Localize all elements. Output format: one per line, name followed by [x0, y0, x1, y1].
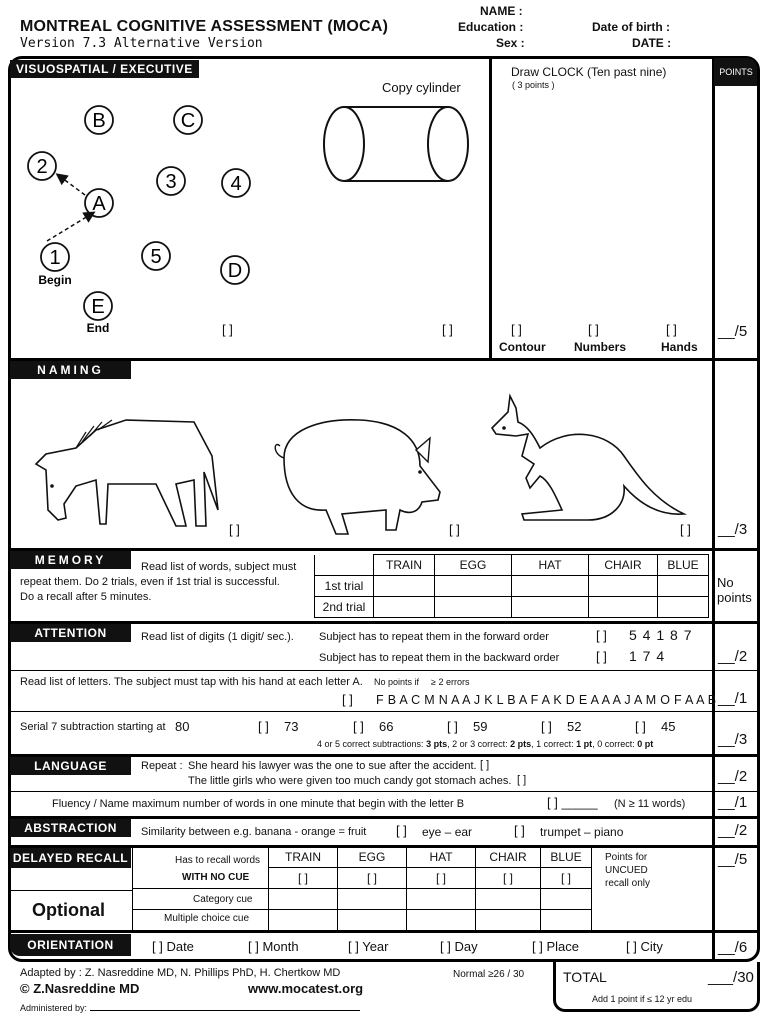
memory-cell[interactable] [658, 576, 709, 597]
backward-box[interactable]: [ ] [596, 649, 607, 664]
recall-category-cell[interactable] [541, 889, 592, 910]
recall-score[interactable]: __/5 [718, 851, 748, 868]
recall-points-note [605, 851, 650, 890]
orientation-item-label: Date [166, 939, 194, 954]
copyright: © Z.Nasreddine MD [20, 981, 140, 996]
recall-no-cue-box[interactable]: [ ] [476, 868, 541, 889]
optional-label: Optional [32, 900, 105, 920]
trail-node-c [174, 106, 202, 134]
trail-node-1 [41, 243, 69, 271]
memory-cell[interactable] [658, 597, 709, 618]
kangaroo-drawing [488, 392, 698, 532]
section-tag-memory: MEMORY [10, 551, 131, 569]
recall-category-cell[interactable] [407, 889, 476, 910]
copy-cylinder-label: Copy cylinder [382, 80, 461, 95]
recall-category-cell[interactable] [338, 889, 407, 910]
abstraction-score[interactable]: __/2 [718, 822, 748, 839]
trail-begin-label: Begin [38, 273, 72, 287]
serial-value: 66 [379, 719, 394, 734]
education-label: Education : [458, 20, 524, 34]
fluency-instruction: Fluency / Name maximum number of words in one minute that begin with the letter B [52, 798, 465, 810]
orientation-item-label: Year [362, 939, 389, 954]
orientation-score[interactable]: __/6 [718, 939, 748, 956]
section-tag-language: LANGUAGE [10, 757, 131, 775]
fluency-score[interactable]: __/1 [718, 794, 748, 811]
recall-word: CHAIR [476, 847, 541, 868]
clock-contour-box[interactable]: [ ] [511, 322, 522, 337]
sex-label: Sex : [496, 36, 525, 50]
recall-points-note-line: UNCUED [605, 865, 648, 876]
trail-node-2-label: 2 [36, 156, 48, 178]
trail-node-e-label: E [91, 296, 105, 318]
letters-box[interactable]: [ ] [342, 692, 353, 707]
memory-cell[interactable] [512, 597, 589, 618]
memory-word: TRAIN [374, 555, 435, 576]
recall-row-line [133, 909, 268, 910]
memory-word: HAT [512, 555, 589, 576]
cylinder-score-box[interactable]: [ ] [442, 322, 453, 337]
serial-scoring-text: 4 or 5 correct subtractions: [317, 739, 424, 749]
add-point-note [592, 994, 692, 1004]
administered-by-line[interactable] [90, 1010, 360, 1011]
section-tag-abstraction: ABSTRACTION [10, 819, 131, 837]
serial-scoring-text: , 0 correct: [592, 739, 635, 749]
trail-node-d-label: D [227, 260, 243, 282]
divider-fluency [8, 791, 760, 792]
abstraction-box-1[interactable]: [ ] [396, 823, 407, 838]
recall-instruction: Has to recall words [175, 855, 261, 866]
clock-hands-label: Hands [661, 340, 698, 354]
trail-node-d [221, 256, 249, 284]
fluency-criterion: (N ≥ 11 words) [614, 798, 686, 810]
clock-points-note: ( 3 points ) [512, 80, 555, 90]
orientation-item-date[interactable]: [ ] Date [152, 939, 194, 954]
recall-points-note-line: Points for [605, 852, 648, 863]
memory-corner [315, 555, 374, 576]
trail-node-3 [157, 167, 185, 195]
repeat-sentence-1: She heard his lawyer was the one to sue after the accident. [188, 760, 477, 772]
naming-box-pig[interactable]: [ ] [449, 522, 460, 537]
memory-trial-label: 2nd trial [315, 597, 374, 618]
serial-start: 80 [175, 719, 190, 734]
trail-node-4-label: 4 [230, 173, 242, 195]
points-column-divider [712, 58, 715, 960]
recall-no-cue: WITH NO CUE [182, 872, 250, 883]
orientation-item-label: Place [546, 939, 579, 954]
forward-digits: 5 4 1 8 7 [629, 627, 693, 643]
trail-node-4 [222, 169, 250, 197]
orientation-item-year[interactable]: [ ] Year [348, 939, 389, 954]
trail-node-5-label: 5 [150, 246, 162, 268]
recall-word: EGG [338, 847, 407, 868]
section-tag-visuospatial: VISUOSPATIAL / EXECUTIVE [10, 60, 199, 78]
letters-sequence: F B A C M N A A J K L B A F A K D E A A A J A M O F A A B [376, 693, 717, 707]
orientation-item-label: Month [262, 939, 299, 954]
memory-instruction-2: repeat them. Do 2 trials, even if 1st trial is successful. [20, 576, 280, 588]
recall-table [268, 847, 592, 930]
normal-score [453, 969, 524, 980]
recall-word: TRAIN [269, 847, 338, 868]
orientation-item-day[interactable]: [ ] Day [440, 939, 478, 954]
clock-contour-label: Contour [499, 340, 546, 354]
normal-label: Normal [453, 969, 486, 980]
letters-instruction: Read list of letters. The subject must tap with his hand at each letter A. [20, 676, 363, 688]
orientation-item-label: Day [454, 939, 478, 954]
divider-orientation [8, 930, 760, 933]
add-point-criterion: ≤ 12 yr edu [647, 994, 693, 1004]
memory-score: No points [717, 575, 752, 605]
letters-note: No points if [374, 677, 420, 687]
recall-category-cell[interactable] [476, 889, 541, 910]
trail-score-box[interactable]: [ ] [222, 322, 233, 337]
orientation-item-place[interactable]: [ ] Place [532, 939, 579, 954]
serial-scoring-pts: 0 pt [637, 739, 654, 749]
recall-no-cue-box[interactable]: [ ] [269, 868, 338, 889]
serial-value: 59 [473, 719, 488, 734]
memory-word: EGG [435, 555, 512, 576]
recall-mc-cell[interactable] [407, 910, 476, 931]
recall-points-note-line: recall only [605, 878, 651, 889]
website-link[interactable]: www.mocatest.org [248, 981, 364, 996]
memory-cell[interactable] [374, 597, 435, 618]
clock-hands-box[interactable]: [ ] [666, 322, 677, 337]
serial-box[interactable]: [ ] [635, 719, 646, 734]
recall-no-cue-box[interactable]: [ ] [338, 868, 407, 889]
trail-node-2 [28, 152, 56, 180]
forward-instruction: Subject has to repeat them in the forward order [319, 631, 549, 643]
memory-word: CHAIR [589, 555, 658, 576]
section-tag-orientation: ORIENTATION [10, 934, 131, 956]
recall-word: BLUE [541, 847, 592, 868]
recall-mc-cell[interactable] [269, 910, 338, 931]
backward-digits: 1 7 4 [629, 648, 666, 664]
serial-box[interactable]: [ ] [258, 719, 269, 734]
naming-box-donkey[interactable]: [ ] [229, 522, 240, 537]
trail-node-5 [142, 242, 170, 270]
orientation-item-month[interactable]: [ ] Month [248, 939, 299, 954]
trail-node-3-label: 3 [165, 171, 177, 193]
administered-by-label: Administered by: [20, 1003, 88, 1013]
memory-cell[interactable] [512, 576, 589, 597]
memory-cell[interactable] [589, 576, 658, 597]
serial-value: 52 [567, 719, 582, 734]
name-label: NAME : [480, 4, 523, 18]
trail-end-label: End [86, 321, 110, 335]
normal-value: ≥26 / 30 [488, 969, 525, 980]
category-cue-label: Category cue [193, 894, 253, 905]
forward-box[interactable]: [ ] [596, 628, 607, 643]
serial-value: 73 [284, 719, 299, 734]
total-score[interactable]: ___/30 [708, 969, 754, 986]
recall-no-cue-box[interactable]: [ ] [407, 868, 476, 889]
visuospatial-score[interactable]: __/5 [718, 323, 748, 340]
add-point-text: Add 1 point if [592, 994, 645, 1004]
page-title: MONTREAL COGNITIVE ASSESSMENT (MOCA) [20, 18, 389, 35]
abstraction-box-2[interactable]: [ ] [514, 823, 525, 838]
serial-box[interactable]: [ ] [447, 719, 458, 734]
serial-box[interactable]: [ ] [353, 719, 364, 734]
repeat-score[interactable]: __/2 [718, 768, 748, 785]
serial-scoring-pts: 1 pt [576, 739, 593, 749]
memory-instruction-1: Read list of words, subject must [141, 561, 297, 573]
abstraction-item-2: trumpet – piano [540, 825, 624, 839]
serial-value: 45 [661, 719, 676, 734]
pig-drawing [270, 410, 450, 540]
letters-note-errors: ≥ 2 errors [431, 677, 470, 687]
clock-instruction: Draw CLOCK (Ten past nine) [511, 65, 667, 79]
trail-node-1-label: 1 [49, 247, 61, 269]
donkey-drawing [26, 392, 226, 532]
memory-cell[interactable] [435, 576, 512, 597]
letters-score[interactable]: __/1 [718, 690, 748, 707]
recall-mc-cell[interactable] [338, 910, 407, 931]
serial-scoring-pts: 3 pts [426, 739, 448, 749]
orientation-item-label: City [640, 939, 663, 954]
memory-trial-label: 1st trial [315, 576, 374, 597]
serial-scoring-text: , 1 correct: [531, 739, 574, 749]
serial-scoring-text: , 2 or 3 correct: [447, 739, 508, 749]
recall-optional-divider [10, 890, 132, 891]
repeat-sentence-2: The little girls who were given too much candy got stomach aches. [188, 775, 512, 787]
serial-scoring-pts: 2 pts [510, 739, 532, 749]
trail-node-c-label: C [180, 110, 196, 132]
recall-row-line [133, 888, 268, 889]
digits-score[interactable]: __/2 [718, 648, 748, 665]
serial-instruction: Serial 7 subtraction starting at [20, 721, 166, 733]
section-tag-attention: ATTENTION [10, 624, 131, 642]
serial-box[interactable]: [ ] [541, 719, 552, 734]
section-tag-delayed-recall: DELAYED RECALL [10, 848, 131, 868]
recall-mc-cell[interactable] [476, 910, 541, 931]
multiple-choice-cue-label: Multiple choice cue [164, 913, 250, 924]
naming-score[interactable]: __/3 [718, 521, 748, 538]
points-header-label: POINTS [719, 67, 753, 77]
clock-numbers-label: Numbers [574, 340, 627, 354]
fluency-blank[interactable]: [ ] _____ [547, 795, 598, 810]
administered-by [20, 1003, 360, 1013]
digits-instruction: Read list of digits (1 digit/ sec.). [141, 631, 294, 643]
serial-scoring [317, 739, 653, 749]
backward-instruction: Subject has to repeat them in the backward order [319, 652, 560, 664]
section-tag-naming: NAMING [10, 361, 131, 379]
sentence-2-box[interactable]: [ ] [517, 774, 527, 786]
serial-score[interactable]: __/3 [718, 731, 748, 748]
trail-node-b [85, 106, 113, 134]
recall-no-cue-box[interactable]: [ ] [541, 868, 592, 889]
recall-word: HAT [407, 847, 476, 868]
total-label: TOTAL [563, 969, 607, 985]
sentence-1-box[interactable]: [ ] [480, 759, 490, 771]
memory-word: BLUE [658, 555, 709, 576]
cylinder-drawing [324, 107, 468, 181]
trail-node-a-label: A [92, 193, 106, 215]
naming-box-kangaroo[interactable]: [ ] [680, 522, 691, 537]
abstraction-instruction: Similarity between e.g. banana - orange = fruit [141, 826, 367, 838]
trail-node-a [85, 189, 113, 217]
divider-letters [8, 670, 760, 671]
recall-mc-cell[interactable] [541, 910, 592, 931]
trail-node-e [84, 292, 112, 320]
version-label: Version 7.3 Alternative Version [20, 36, 263, 51]
adapted-by: Adapted by : Z. Nasreddine MD, N. Phillips PhD, H. Chertkow MD [20, 967, 341, 979]
memory-cell[interactable] [589, 597, 658, 618]
recall-category-cell[interactable] [269, 889, 338, 910]
repeat-label: Repeat : [141, 760, 183, 772]
trail-making-area [10, 80, 490, 358]
abstraction-item-1: eye – ear [422, 825, 473, 839]
dob-label: Date of birth : [592, 20, 670, 34]
orientation-item-city[interactable]: [ ] City [626, 939, 663, 954]
memory-trials-table [314, 554, 709, 618]
memory-cell[interactable] [374, 576, 435, 597]
trail-node-b-label: B [92, 110, 106, 132]
date-label: DATE : [632, 36, 672, 50]
clock-numbers-box[interactable]: [ ] [588, 322, 599, 337]
memory-cell[interactable] [435, 597, 512, 618]
divider-serial [8, 711, 760, 712]
memory-instruction-3: Do a recall after 5 minutes. [20, 591, 152, 603]
